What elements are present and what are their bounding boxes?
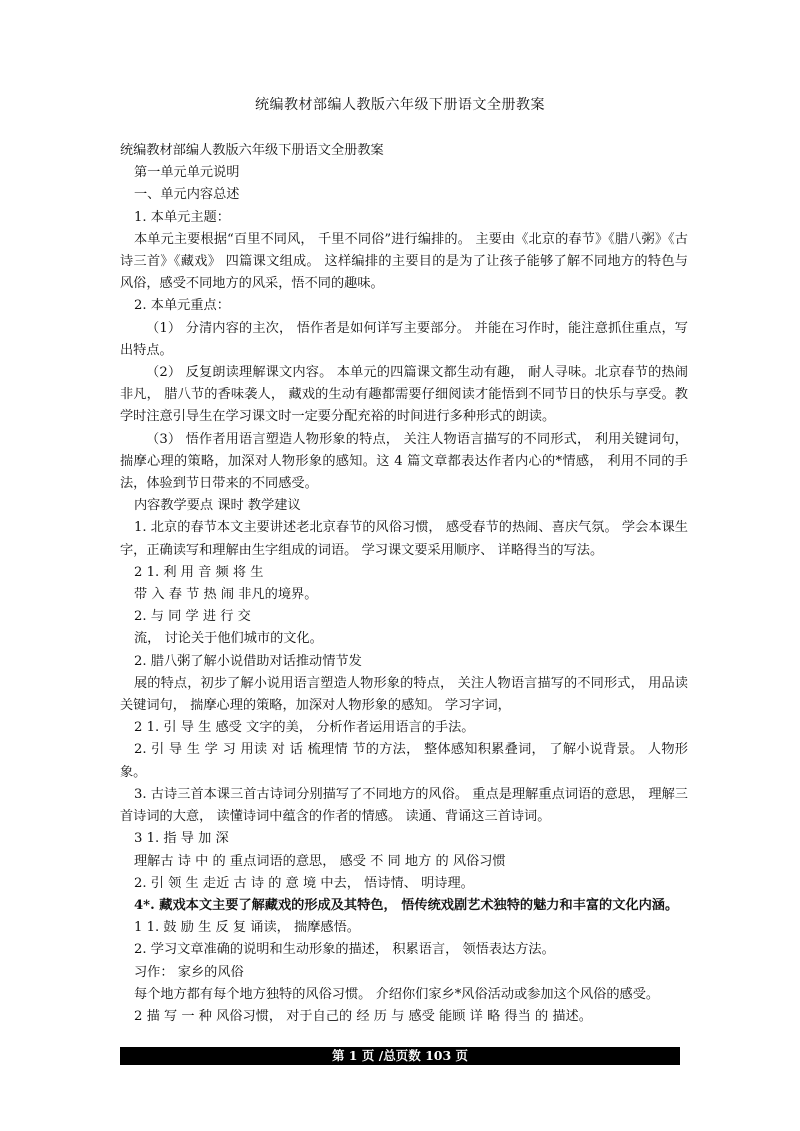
lesson-3-suggestion-b: 理解古 诗 中 的 重点词语的意思， 感受 不 同 地方 的 风俗习惯 — [134, 853, 506, 869]
subheading-focus: 2. 本单元重点： — [134, 298, 230, 314]
lesson-1-suggestion-b: 带 入 春 节 热 闹 非凡的境界。 — [134, 587, 318, 603]
lesson-4-summary: 4*. 藏戏本文主要了解藏戏的形成及其特色， 悟传统戏剧艺术独特的魅力和丰富的文化内涵。 — [134, 897, 679, 913]
lesson-1-suggestion-d: 流， 讨论关于他们城市的文化。 — [134, 631, 323, 647]
writing-summary: 每个地方都有每个地方独特的风俗习惯。 介绍你们家乡*风俗活动或参加这个风俗的感受。 — [134, 986, 660, 1002]
lesson-3-summary: 3. 古诗三首本课三首古诗词分别描写了不同地方的风俗。 重点是理解重点词语的意思， 理解三首诗词的大意， 读懂诗词中蕴含的作者的情感。 读通、背诵这三首诗词。 — [120, 786, 688, 825]
paragraph-focus-3: （3） 悟作者用语言塑造人物形象的特点， 关注人物语言描写的不同形式， 利用关键词句，揣摩心理的策略，加深对人物形象的感知。这 4 篇文章都表达作者内心的*情感， 利用不同的手法，体验到节日带来的不同感受。 — [120, 431, 688, 492]
lesson-4-suggestion-b: 2. 学习文章准确的说明和生动形象的描述， 积累语言， 领悟表达方法。 — [134, 942, 555, 958]
doc-title-line: 统编教材部编人教版六年级下册语文全册教案 — [120, 143, 384, 158]
document-body — [120, 140, 688, 1028]
lesson-3-suggestion-a: 3 1. 指 导 加 深 — [134, 831, 229, 847]
lesson-2-suggestion-a: 2 1. 引 导 生 感受 文字的美， 分析作者运用语言的手法。 — [134, 720, 475, 736]
paragraph-focus-2: （2） 反复朗读理解课文内容。 本单元的四篇课文都生动有趣， 耐人寻味。北京春节的热闹非凡， 腊八节的香味袭人， 藏戏的生动有趣都需要仔细阅读才能悟到不同节日的快乐与享受。教学时注意引导生在学习课文时一定要分配充裕的时间进行多种形式的朗读。 — [120, 365, 688, 425]
writing-heading: 习作： 家乡的风俗 — [134, 964, 244, 980]
writing-suggestion: 2 描 写 一 种 风俗习惯， 对于自己的 经 历 与 感受 能顾 详 略 得当 的 描述。 — [134, 1008, 592, 1024]
lesson-2-summary-b: 展的特点，初步了解小说用语言塑造人物形象的特点， 关注人物语言描写的不同形式， 用品读关键词句， 揣摩心理的策略，加深对人物形象的感知。 学习字词， — [120, 675, 688, 714]
teaching-table-header: 内容教学要点 课时 教学建议 — [134, 498, 301, 514]
lesson-4-suggestion-a: 1 1. 鼓 励 生 反 复 诵读， 揣摩感悟。 — [134, 920, 360, 936]
section-heading: 一、单元内容总述 — [134, 187, 240, 203]
page-header-title: 统编教材部编人教版六年级下册语文全册教案 — [255, 97, 545, 113]
lesson-2-summary-a: 2. 腊八粥了解小说借助对话推动情节发 — [134, 653, 362, 669]
lesson-3-suggestion-c: 2. 引 领 生 走近 古 诗 的 意 境 中去， 悟诗情、 明诗理。 — [134, 875, 474, 891]
lesson-1-summary: 1. 北京的春节本文主要讲述老北京春节的风俗习惯， 感受春节的热闹、喜庆气氛。 学会本课生字，正确读写和理解由生字组成的词语。 学习课文要采用顺序、 详略得当的写法。 — [120, 520, 688, 558]
page-footer: 第 1 页 /总页数 103 页 — [120, 1047, 680, 1065]
paragraph-theme: 本单元主要根据“百里不同风， 千里不同俗”进行编排的。 主要由《北京的春节》《腊八粥》《古诗三首》《藏戏》 四篇课文组成。 这样编排的主要目的是为了让孩子能够了解不同地方的特色与风俗，感受不同地方的风采，悟不同的趣味。 — [120, 231, 688, 292]
lesson-1-suggestion-c: 2. 与 同 学 进 行 交 — [134, 609, 251, 625]
subheading-theme: 1. 本单元主题： — [134, 209, 230, 225]
lesson-1-suggestion-a: 2 1. 利 用 音 频 将 生 — [134, 564, 264, 580]
paragraph-focus-1: （1） 分清内容的主次， 悟作者是如何详写主要部分。 并能在习作时，能注意抓住重点，写出特点。 — [120, 320, 688, 358]
unit-heading: 第一单元单元说明 — [134, 165, 240, 181]
lesson-2-suggestion-b: 2. 引 导 生 学 习 用读 对 话 梳理情 节的方法， 整体感知积累叠词， 了解小说背景。 人物形象。 — [120, 742, 688, 780]
